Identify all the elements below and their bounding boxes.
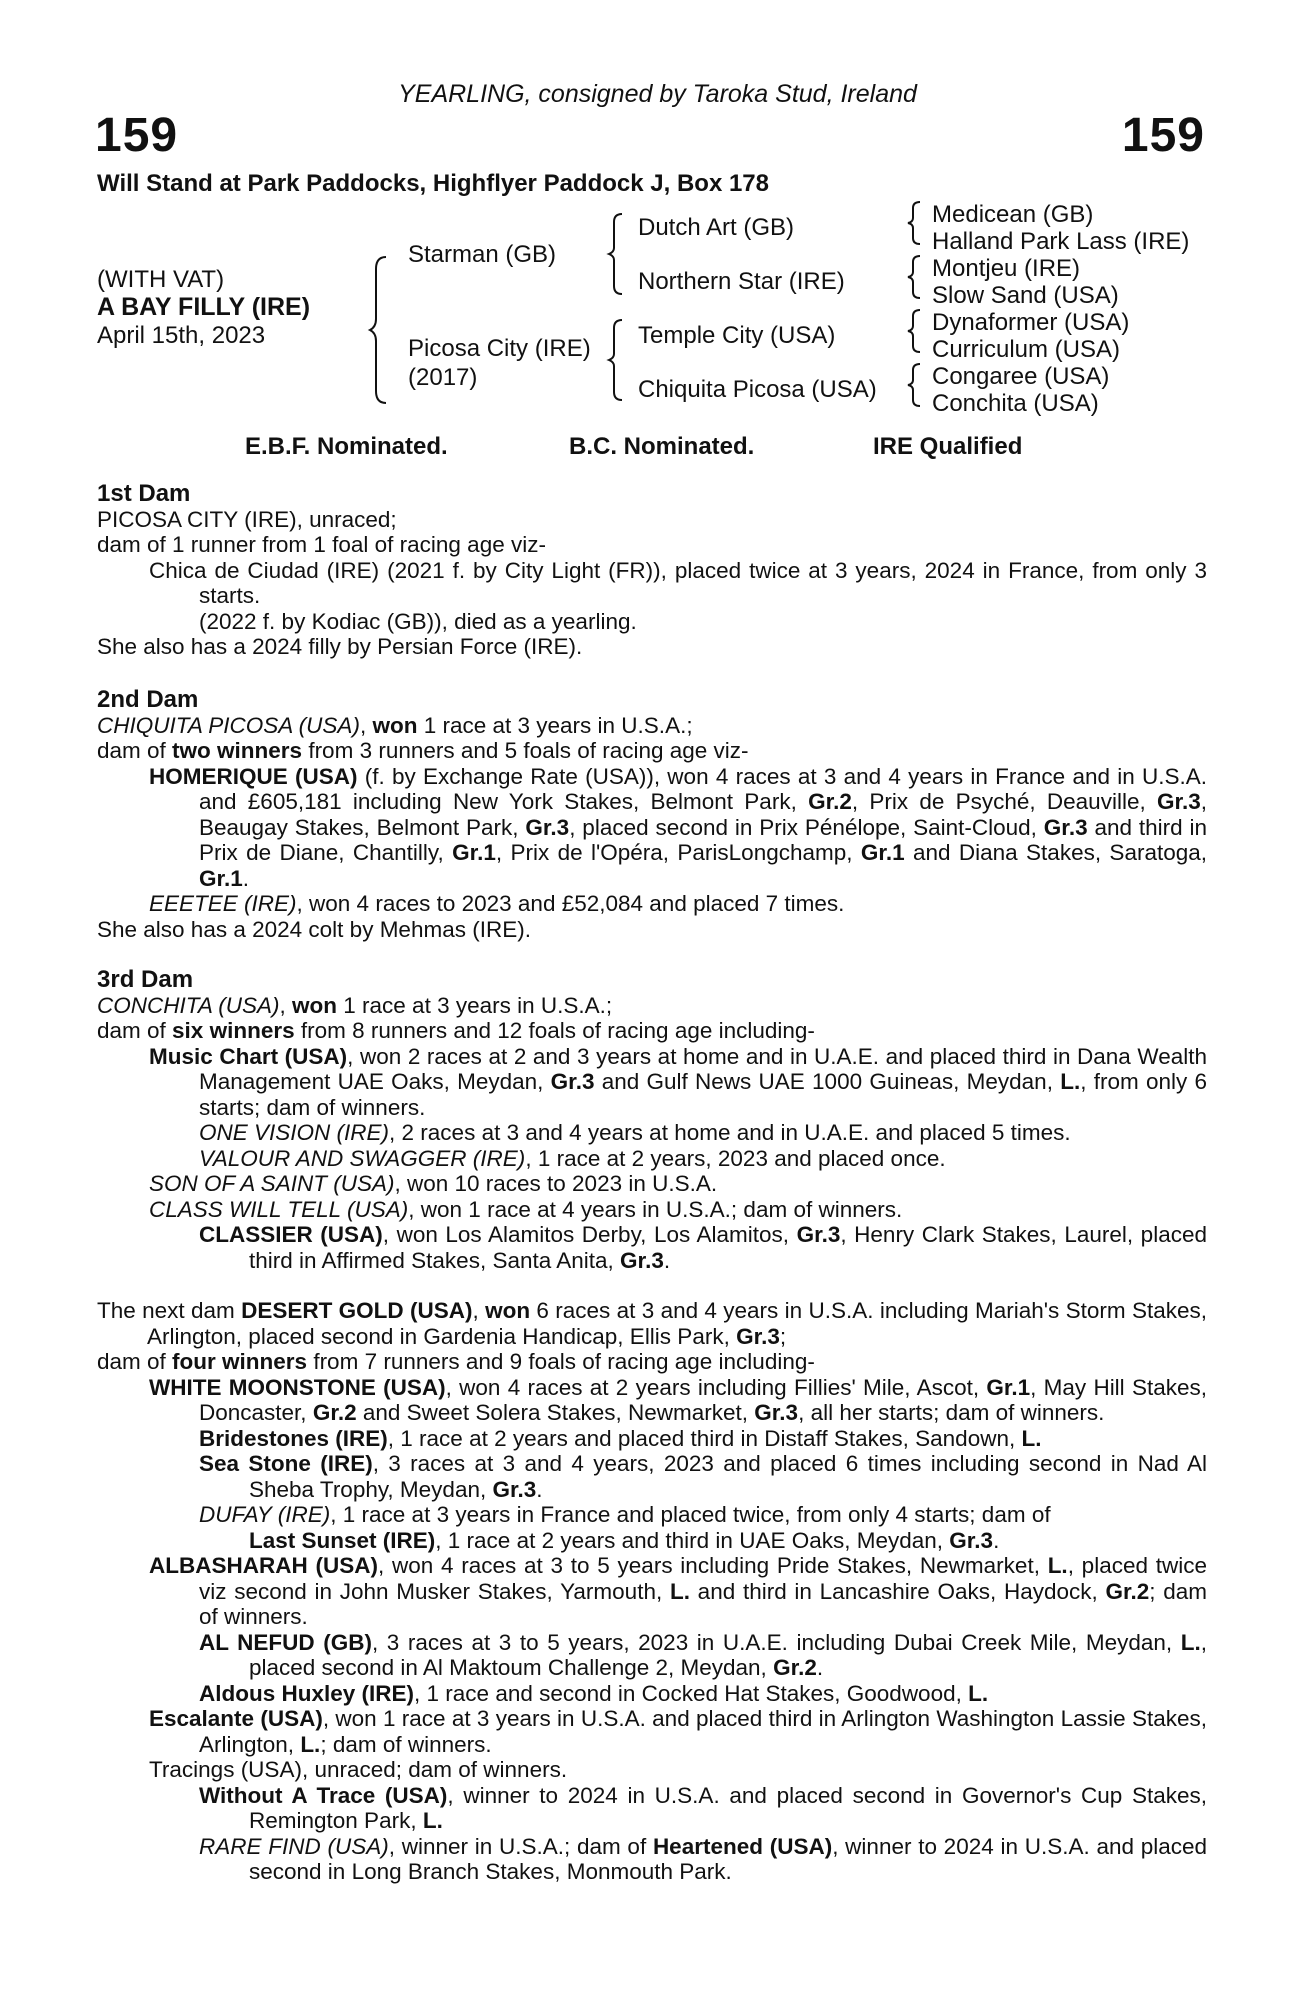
text: from 7 runners and 9 foals of racing age including-	[307, 1349, 815, 1374]
catalogue-subtitle: YEARLING, consigned by Taroka Stud, Ireland	[398, 80, 917, 108]
text: CLASS WILL TELL (USA)	[149, 1196, 409, 1222]
text: , Prix de Psyché, Deauville,	[851, 789, 1157, 814]
text: RARE FIND (USA)	[199, 1833, 389, 1859]
text: Aldous Huxley (IRE)	[199, 1680, 415, 1706]
second-dam-heading: 2nd Dam	[97, 686, 199, 713]
text: Gr.1	[452, 840, 496, 865]
text: , won 4 races to 2023 and £52,084 and placed 7 times.	[296, 891, 845, 916]
pedigree-bracket-gs4	[906, 362, 922, 408]
text: ONE VISION (IRE)	[199, 1120, 390, 1145]
produce-escalante	[97, 1706, 1207, 1757]
text: , 1 race and second in Cocked Hat Stakes, Goodwood,	[414, 1680, 969, 1706]
text: won	[485, 1298, 531, 1323]
text: Without A Trace (USA)	[199, 1782, 448, 1808]
produce-sea-stone	[97, 1451, 1207, 1502]
text: .	[993, 1527, 1000, 1553]
text: , won Los Alamitos Derby, Los Alamitos,	[382, 1222, 797, 1247]
produce-eeetee	[97, 891, 1207, 917]
text: L.	[1060, 1069, 1081, 1094]
pedigree-bracket-sire	[608, 212, 624, 296]
text: 6 races at 3 and 4 years in U.S.A. including Mariah's Storm Stakes, Arlington, placed second in Gardenia Handicap, Ellis Park,	[147, 1298, 1207, 1349]
text: and Gulf News UAE 1000 Guineas, Meydan,	[594, 1069, 1061, 1094]
first-dam-line-1: PICOSA CITY (IRE), unraced;	[97, 506, 397, 532]
produce-music-chart	[97, 1044, 1207, 1121]
horse-name: A BAY FILLY (IRE)	[97, 293, 311, 321]
text: Gr.1	[860, 840, 905, 865]
text: ALBASHARAH (USA)	[149, 1553, 378, 1578]
text: Gr.3	[796, 1222, 841, 1247]
first-dam-produce-1: Chica de Ciudad (IRE) (2021 f. by City Light (FR)), placed twice at 3 years, 2024 in France, from only 3 starts.	[149, 557, 1207, 608]
text: , placed twice viz second in John Musker Stakes, Yarmouth,	[199, 1553, 1207, 1604]
text: , won 4 races at 2 years including Fillies' Mile, Ascot,	[445, 1374, 987, 1400]
second-dam-line-2	[97, 738, 1207, 764]
text: EEETEE (IRE)	[149, 891, 297, 916]
stand-location: Will Stand at Park Paddocks, Highflyer Paddock J, Box 178	[97, 170, 769, 197]
produce-albasharah	[97, 1553, 1207, 1630]
ire-qualified: IRE Qualified	[873, 433, 1023, 460]
text: DESERT GOLD (USA)	[241, 1298, 473, 1323]
text: L.	[1047, 1553, 1068, 1578]
pedigree-ggs-6: Curriculum (USA)	[932, 336, 1121, 363]
text: and Diana Stakes, Saratoga,	[904, 840, 1208, 865]
first-dam-heading: 1st Dam	[97, 480, 191, 507]
first-dam-section	[97, 481, 1207, 660]
produce-last-sunset	[97, 1528, 1207, 1554]
second-dam-also: She also has a 2024 colt by Mehmas (IRE).	[97, 916, 531, 942]
text: Gr.3	[550, 1069, 595, 1094]
lot-number-right: 159	[1121, 109, 1205, 162]
produce-dufay	[97, 1502, 1207, 1528]
text: , placed second in Al Maktoum Challenge 2, Meydan,	[249, 1629, 1207, 1680]
text: , won 1 race at 3 years in U.S.A. and placed third in Arlington Washington Lassie Stakes, Arlington,	[199, 1706, 1207, 1757]
text: , 3 races at 3 and 4 years, 2023 and placed 6 times including second in Nad Al Sheba Trophy, Meydan,	[249, 1451, 1207, 1502]
text: dam of	[97, 738, 173, 763]
first-dam-produce-2: (2022 f. by Kodiac (GB)), died as a yearling.	[199, 608, 637, 634]
pedigree-bracket-gs2	[906, 254, 922, 300]
produce-tracings: Tracings (USA), unraced; dam of winners.	[149, 1757, 568, 1782]
text: two winners	[172, 738, 303, 763]
text: , placed second in Prix Pénélope, Saint-Cloud,	[569, 814, 1044, 840]
vat-note: (WITH VAT)	[97, 266, 225, 293]
text: Gr.3	[736, 1323, 780, 1349]
produce-valour-and-swagger	[97, 1146, 1207, 1172]
text: .	[816, 1655, 824, 1680]
text: L.	[669, 1578, 690, 1604]
produce-white-moonstone	[97, 1375, 1207, 1426]
third-dam-section	[97, 967, 1207, 1273]
ebf-nomination: E.B.F. Nominated.	[245, 433, 448, 460]
pedigree-dam-year: (2017)	[408, 364, 478, 391]
text: ;	[779, 1323, 787, 1349]
text: , 1 race at 2 years, 2023 and placed once.	[525, 1145, 946, 1171]
text: and third in Prix de Diane, Chantilly,	[199, 814, 1208, 865]
first-dam-also: She also has a 2024 filly by Persian Force (IRE).	[97, 634, 583, 659]
text: Gr.3	[1156, 789, 1201, 814]
produce-without-a-trace	[97, 1783, 1207, 1834]
text: from 8 runners and 12 foals of racing age including-	[294, 1018, 815, 1043]
text: AL NEFUD (GB)	[199, 1629, 372, 1655]
text: .	[242, 865, 250, 891]
text: , winner to 2024 in U.S.A. and placed second in Governor's Cup Stakes, Remington Park,	[249, 1782, 1207, 1833]
text: 1 race at 3 years in U.S.A.;	[337, 992, 613, 1018]
text: ; dam of winners.	[320, 1731, 492, 1757]
text: DUFAY (IRE)	[199, 1502, 331, 1527]
second-dam-name: CHIQUITA PICOSA (USA)	[97, 712, 360, 738]
pedigree-ggs-5: Dynaformer (USA)	[932, 309, 1130, 336]
second-dam-line-1	[97, 713, 1207, 739]
text: dam of	[97, 1349, 173, 1374]
text: dam of	[97, 1018, 173, 1043]
text: and Sweet Solera Stakes, Newmarket,	[356, 1400, 755, 1425]
pedigree-bracket-gs3	[906, 308, 922, 354]
text: Gr.3	[620, 1247, 664, 1273]
first-dam-line-2: dam of 1 runner from 1 foal of racing age viz-	[97, 532, 546, 557]
text: , winner to 2024 in U.S.A. and placed second in Long Branch Stakes, Monmouth Park.	[249, 1833, 1208, 1884]
third-dam-line-1	[97, 993, 1207, 1019]
pedigree-sire: Starman (GB)	[408, 241, 557, 268]
text: ; dam of winners.	[199, 1578, 1207, 1629]
pedigree-ggs-1: Medicean (GB)	[932, 201, 1094, 228]
pedigree-bracket-dam	[608, 318, 624, 402]
text: Last Sunset (IRE)	[249, 1527, 436, 1553]
produce-homerique	[97, 764, 1207, 892]
text: ,	[359, 712, 373, 738]
text: The next dam	[97, 1298, 242, 1323]
produce-aldous-huxley	[97, 1681, 1207, 1707]
pedigree-grandsire-1: Dutch Art (GB)	[638, 214, 795, 241]
text: , won 4 races at 3 to 5 years including Pride Stakes, Newmarket,	[377, 1553, 1048, 1578]
text: , won 10 races to 2023 in U.S.A.	[394, 1171, 718, 1196]
text: Gr.2	[312, 1400, 357, 1425]
lot-number-left: 159	[95, 109, 179, 162]
text: Gr.2	[1105, 1578, 1150, 1604]
produce-rare-find	[97, 1834, 1207, 1885]
next-dam-line-2	[97, 1349, 1207, 1375]
text: Gr.2	[773, 1655, 817, 1680]
text: , 1 race at 3 years in France and placed twice, from only 4 starts; dam of	[330, 1502, 1051, 1527]
text: , 2 races at 3 and 4 years at home and in U.A.E. and placed 5 times.	[389, 1120, 1071, 1145]
text: from 3 runners and 5 foals of racing age viz-	[302, 738, 749, 763]
text: , all her starts; dam of winners.	[798, 1400, 1105, 1425]
text: , 1 race at 2 years and placed third in Distaff Stakes, Sandown,	[387, 1425, 1022, 1451]
pedigree-ggs-3: Montjeu (IRE)	[932, 255, 1081, 282]
text: , Prix de l'Opéra, ParisLongchamp,	[495, 840, 861, 865]
text: Escalante (USA)	[149, 1706, 323, 1731]
text: , won 2 races at 2 and 3 years at home and in U.A.E. and placed third in Dana Wealth Management UAE Oaks, Meydan,	[199, 1043, 1207, 1094]
text: L.	[968, 1680, 989, 1706]
next-dam-section	[97, 1298, 1207, 1885]
text: , Henry Clark Stakes, Laurel, placed third in Affirmed Stakes, Santa Anita,	[249, 1222, 1207, 1273]
pedigree-ggs-8: Conchita (USA)	[932, 390, 1099, 417]
text: , May Hill Stakes, Doncaster,	[199, 1374, 1207, 1425]
text: ,	[279, 992, 293, 1018]
text: Gr.1	[199, 865, 243, 891]
text: L.	[1180, 1629, 1201, 1655]
text: VALOUR AND SWAGGER (IRE)	[199, 1145, 526, 1171]
text: , from only 6 starts; dam of winners.	[199, 1069, 1207, 1120]
text: L.	[300, 1731, 321, 1757]
text: , Beaugay Stakes, Belmont Park,	[199, 789, 1208, 840]
produce-one-vision	[97, 1120, 1207, 1146]
text: won	[372, 712, 418, 738]
pedigree-bracket-main	[370, 255, 390, 405]
text: .	[663, 1247, 671, 1273]
bc-nomination: B.C. Nominated.	[569, 433, 755, 460]
pedigree-bracket-gs1	[906, 200, 922, 246]
text: Gr.3	[492, 1476, 537, 1502]
text: ,	[472, 1298, 486, 1323]
text: L.	[422, 1808, 443, 1833]
text: HOMERIQUE (USA)	[149, 763, 358, 789]
text: won	[292, 992, 338, 1018]
text: CONCHITA (USA)	[97, 992, 280, 1018]
pedigree-ggs-2: Halland Park Lass (IRE)	[932, 228, 1190, 255]
text: Gr.3	[1043, 814, 1088, 840]
text: Gr.3	[949, 1527, 994, 1553]
text: CLASSIER (USA)	[199, 1222, 383, 1247]
text: and third in Lancashire Oaks, Haydock,	[689, 1578, 1106, 1604]
produce-bridestones	[97, 1426, 1207, 1452]
second-dam-section	[97, 687, 1207, 942]
produce-son-of-a-saint	[97, 1171, 1207, 1197]
text: six winners	[172, 1018, 295, 1043]
pedigree-ggs-7: Congaree (USA)	[932, 363, 1110, 390]
text: Gr.3	[754, 1400, 799, 1425]
text: WHITE MOONSTONE (USA)	[149, 1374, 446, 1400]
text: 1 race at 3 years in U.S.A.;	[417, 712, 693, 738]
pedigree-ggs-4: Slow Sand (USA)	[932, 282, 1119, 309]
text: , 3 races at 3 to 5 years, 2023 in U.A.E. including Dubai Creek Mile, Meydan,	[371, 1629, 1181, 1655]
text: Music Chart (USA)	[149, 1043, 348, 1069]
produce-classier	[97, 1222, 1207, 1273]
text: Heartened (USA)	[652, 1833, 833, 1859]
text: Gr.3	[525, 814, 570, 840]
text: , 1 race at 2 years and third in UAE Oaks, Meydan,	[435, 1527, 950, 1553]
text: SON OF A SAINT (USA)	[149, 1171, 395, 1196]
third-dam-line-2	[97, 1018, 1207, 1044]
text: Gr.1	[986, 1374, 1031, 1400]
text: Gr.2	[808, 789, 852, 814]
text: , winner in U.S.A.; dam of	[388, 1833, 653, 1859]
text: Bridestones (IRE)	[199, 1425, 388, 1451]
text: four winners	[172, 1349, 308, 1374]
produce-class-will-tell	[97, 1197, 1207, 1223]
pedigree-dam: Picosa City (IRE)	[408, 335, 591, 362]
third-dam-heading: 3rd Dam	[97, 966, 194, 993]
pedigree-grandsire-2: Temple City (USA)	[638, 322, 836, 349]
text: , won 1 race at 4 years in U.S.A.; dam of winners.	[408, 1196, 903, 1222]
next-dam-line-1	[97, 1298, 1207, 1349]
pedigree-granddam-2: Chiquita Picosa (USA)	[638, 376, 877, 403]
horse-dob: April 15th, 2023	[97, 322, 266, 349]
produce-al-nefud	[97, 1630, 1207, 1681]
text: .	[536, 1476, 543, 1502]
pedigree-granddam-1: Northern Star (IRE)	[638, 268, 845, 295]
text: Sea Stone (IRE)	[199, 1451, 373, 1476]
text: L.	[1021, 1425, 1042, 1451]
text: (f. by Exchange Rate (USA)), won 4 races at 3 and 4 years in France and in U.S.A. and £605,181 including New York Stakes, Belmont Park,	[199, 763, 1207, 814]
